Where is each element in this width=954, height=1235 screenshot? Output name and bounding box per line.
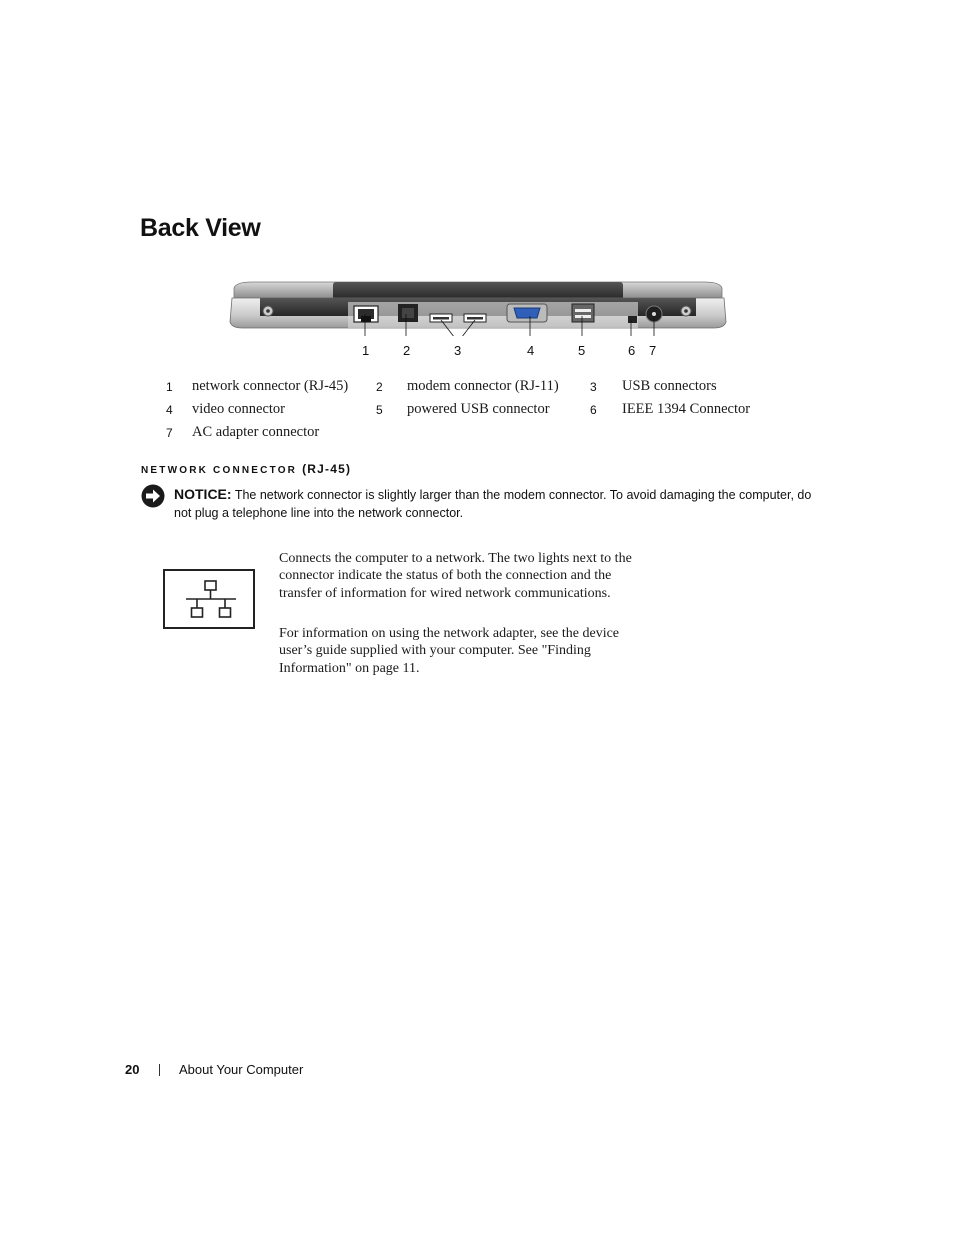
laptop-back-view-image bbox=[228, 276, 728, 336]
network-icon-box bbox=[163, 569, 255, 629]
legend-num: 2 bbox=[376, 380, 383, 394]
network-icon bbox=[165, 571, 253, 627]
legend-text: USB connectors bbox=[622, 378, 717, 394]
legend-text: IEEE 1394 Connector bbox=[622, 401, 751, 417]
callout-4: 4 bbox=[527, 343, 535, 358]
legend-text: modem connector (RJ-11) bbox=[407, 378, 559, 394]
legend-text: network connector (RJ-45) bbox=[192, 378, 349, 394]
legend-num: 4 bbox=[166, 403, 173, 417]
callout-2: 2 bbox=[403, 343, 411, 358]
section-heading-suffix: (RJ-45) bbox=[302, 462, 352, 476]
reference-paragraph: For information on using the network adapter, see the device user’s guide supplied with your computer. See "Finding Information" on page 11. bbox=[279, 626, 620, 676]
callout-3: 3 bbox=[454, 343, 462, 358]
footer-divider bbox=[159, 1064, 160, 1076]
callout-5: 5 bbox=[578, 343, 586, 358]
description-paragraph: Connects the computer to a network. The two lights next to the connector indicate the status of both the connection and the transfer of information for wired network communications. bbox=[279, 551, 632, 601]
section-heading-text: NETWORK CONNECTOR bbox=[141, 465, 298, 476]
legend-num: 5 bbox=[376, 403, 383, 417]
notice-text bbox=[174, 486, 824, 522]
legend-num: 6 bbox=[590, 403, 597, 417]
page-title: Back View bbox=[140, 214, 261, 242]
notice-label: NOTICE: bbox=[174, 486, 232, 502]
legend-num: 3 bbox=[590, 380, 597, 394]
legend-text: AC adapter connector bbox=[192, 424, 320, 440]
legend-num: 1 bbox=[166, 380, 173, 394]
notice-arrow-icon bbox=[141, 484, 165, 508]
legend-num: 7 bbox=[166, 426, 173, 440]
legend-text: video connector bbox=[192, 401, 286, 417]
callout-1: 1 bbox=[362, 343, 370, 358]
legend-text: powered USB connector bbox=[407, 401, 550, 417]
section-heading bbox=[141, 462, 351, 476]
callout-6: 6 bbox=[628, 343, 636, 358]
callout-7: 7 bbox=[649, 343, 657, 358]
footer-section-title: About Your Computer bbox=[179, 1062, 304, 1077]
notice-body: The network connector is slightly larger than the modem connector. To avoid damaging the computer, do not plug a telephone line into the network connector. bbox=[174, 488, 812, 520]
page-number: 20 bbox=[125, 1062, 140, 1077]
